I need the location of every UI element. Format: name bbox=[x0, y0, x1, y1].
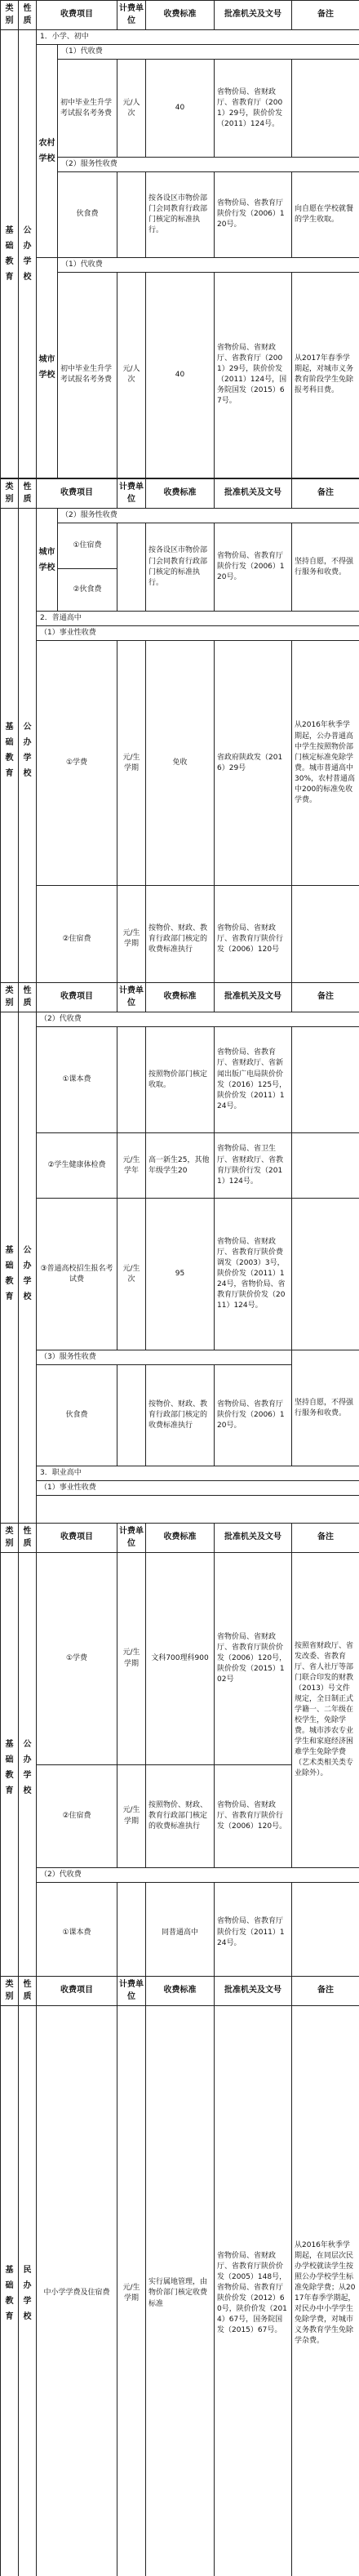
category-cell: 基础教育 bbox=[1, 30, 19, 478]
subsection-heading: （1）代收费 bbox=[58, 257, 359, 272]
fee-approval: 省物价局、省卫生厅、省财政厅、省教育厅陕价行发（2011）124号。 bbox=[215, 1133, 292, 1199]
fee-approval: 省物价局、省教育厅陕价行发（2011）124号。 bbox=[215, 1883, 292, 1976]
subsection-heading: （1）事业性收费 bbox=[37, 626, 359, 641]
fee-item: 初中毕业生升学考试报名考务费 bbox=[58, 60, 117, 158]
school-type-cell: 城市学校 bbox=[37, 257, 58, 478]
section-heading: 2．普通高中 bbox=[37, 612, 359, 626]
fee-approval: 省物价局、省财政厅、省教育厅陕价行发（2006）120号。 bbox=[215, 1765, 292, 1868]
fee-approval: 省物价局、省教育厅陕价行发（2006）120号。 bbox=[215, 1365, 292, 1466]
subsection-heading: （1）代收费 bbox=[58, 45, 359, 60]
header-unit: 计费单位 bbox=[117, 479, 146, 509]
fee-unit bbox=[117, 1027, 146, 1133]
header-standard: 收费标准 bbox=[146, 479, 215, 509]
fee-item: ③普通高校招生报名考试费 bbox=[37, 1199, 117, 1350]
fee-item: 初中毕业生升学考试报名考务费 bbox=[58, 272, 117, 478]
fee-unit: 元/人次 bbox=[117, 272, 146, 478]
header-standard: 收费标准 bbox=[146, 1524, 215, 1553]
fee-remark bbox=[292, 60, 359, 158]
header-category: 类别 bbox=[1, 983, 19, 1012]
fee-unit: 元/人次 bbox=[117, 60, 146, 158]
fee-item: 中小学学费及住宿费 bbox=[37, 2006, 117, 2576]
header-remarks: 备注 bbox=[292, 983, 359, 1012]
fee-remark bbox=[292, 886, 359, 982]
fee-approval: 省物价局、省财政厅、省教育厅陕价价发（2005）148号，省物价局、省教育厅陕价价发（2012）60号，陕价价发（2014）67号，国务院国发（2015）67号。 bbox=[215, 2006, 292, 2576]
header-unit: 计费单位 bbox=[117, 1977, 146, 2006]
fee-standard: 实行属地管理，由物价部门核定收费标准 bbox=[146, 2006, 215, 2576]
header-item: 收费项目 bbox=[37, 1977, 117, 2006]
header-approval: 批准机关及文号 bbox=[215, 1977, 292, 2006]
fee-approval: 省物价局、省财政厅、省教育厅（2001）29号，陕价价发（2011）124号，国务院国发（2015）67号。 bbox=[215, 272, 292, 478]
header-item: 收费项目 bbox=[37, 1524, 117, 1553]
header-standard: 收费标准 bbox=[146, 1977, 215, 2006]
fee-standard: 按照物价部门核定收取。 bbox=[146, 1027, 215, 1133]
fee-standard: 同普通高中 bbox=[146, 1883, 215, 1976]
fee-item: 伙食费 bbox=[58, 172, 117, 257]
table-page-2 bbox=[0, 478, 359, 982]
header-standard: 收费标准 bbox=[146, 1, 215, 30]
fee-unit bbox=[117, 172, 146, 257]
subsection-heading: （2）代收费 bbox=[37, 1868, 359, 1883]
fee-unit bbox=[117, 523, 146, 612]
fee-remark: 按照省财政厅、省发改委、省教育厅、省人社厅等部门联合印发的财教（2013）号文件规定，全日制正式学籍一、二年级在校学生，免除学费。城市涉农专业学生和家庭经济困难学生免除学费（艺术类相关类专业除外）。 bbox=[292, 1553, 359, 1868]
header-category: 类别 bbox=[1, 1524, 19, 1553]
fee-remark: 从2016年秋季学期起，在同层次民办学校就读学生按照公办学校学生标准免除学费；从2017年春季学期起，对民办中小学学生免除学费，对城市义务教育学生免除学杂费。 bbox=[292, 2006, 359, 2576]
fee-remark bbox=[292, 1027, 359, 1133]
fee-unit: 元/生学期 bbox=[117, 886, 146, 982]
header-nature: 性质 bbox=[19, 1524, 37, 1553]
fee-remark bbox=[292, 1883, 359, 1976]
table-page-1 bbox=[0, 0, 359, 478]
fee-unit: 元/生学期 bbox=[117, 2006, 146, 2576]
fee-approval: 省物价局、省教育厅、省财政厅、省新闻出版广电局陕价价发（2016）125号，陕价价发（2011）124号。 bbox=[215, 1027, 292, 1133]
subsection-heading: （2）服务性收费 bbox=[58, 158, 359, 172]
fee-approval: 省物价局、省教育厅陕价行发（2006）120号。 bbox=[215, 523, 292, 612]
fee-item: ①课本费 bbox=[37, 1027, 117, 1133]
nature-cell: 公办学校 bbox=[19, 1553, 37, 1977]
fee-standard: 40 bbox=[146, 272, 215, 478]
category-cell: 基础教育 bbox=[1, 1012, 19, 1524]
fee-standard: 按物价、财政、教育行政部门核定的收费标准执行 bbox=[146, 1365, 215, 1466]
header-nature: 性质 bbox=[19, 983, 37, 1012]
header-item: 收费项目 bbox=[37, 983, 117, 1012]
header-nature: 性质 bbox=[19, 1, 37, 30]
category-cell: 基础教育 bbox=[1, 1553, 19, 1977]
fee-unit bbox=[117, 1365, 146, 1466]
fee-standard: 按照物价、财政、教育行政部门核定的收费标准执行 bbox=[146, 1765, 215, 1868]
blank-row bbox=[37, 1496, 359, 1523]
header-nature: 性质 bbox=[19, 479, 37, 509]
fee-unit bbox=[117, 1883, 146, 1976]
fee-table-4 bbox=[0, 1523, 359, 1976]
fee-remark bbox=[292, 1133, 359, 1199]
fee-standard: 文科700理科900 bbox=[146, 1553, 215, 1765]
nature-cell: 公办学校 bbox=[19, 1012, 37, 1524]
subsection-heading: （2）代收费 bbox=[37, 1012, 359, 1027]
fee-item: ①住宿费 bbox=[58, 523, 117, 569]
fee-item: ②伙食费 bbox=[58, 569, 117, 612]
fee-remark: 向自愿在学校就餐的学生收取。 bbox=[292, 172, 359, 257]
nature-cell: 民办学校 bbox=[19, 2006, 37, 2576]
section-heading: 3．职业高中 bbox=[37, 1466, 359, 1481]
header-item: 收费项目 bbox=[37, 479, 117, 509]
fee-item: ②住宿费 bbox=[37, 886, 117, 982]
fee-standard: 按各设区市物价部门会同教育行政部门核定的标准执行。 bbox=[146, 172, 215, 257]
subsection-heading: （1）事业性收费 bbox=[37, 1481, 359, 1496]
fee-approval: 省物价局、省财政厅、省教育厅（2001）29号，陕价价发（2011）124号。 bbox=[215, 60, 292, 158]
header-approval: 批准机关及文号 bbox=[215, 983, 292, 1012]
fee-item: ①学费 bbox=[37, 1553, 117, 1765]
fee-standard: 按物价、财政、教育行政部门核定的收费标准执行 bbox=[146, 886, 215, 982]
fee-unit: 元/生学期 bbox=[117, 641, 146, 886]
section-heading: 1．小学、初中 bbox=[37, 30, 359, 45]
fee-unit: 元/生次 bbox=[117, 1199, 146, 1350]
fee-standard: 95 bbox=[146, 1199, 215, 1350]
header-approval: 批准机关及文号 bbox=[215, 1, 292, 30]
header-category: 类别 bbox=[1, 479, 19, 509]
fee-approval: 省政府陕政发（2016）29号 bbox=[215, 641, 292, 886]
category-cell: 基础教育 bbox=[1, 509, 19, 983]
fee-remark: 坚持自愿，不得强行服务和收费。 bbox=[292, 1350, 359, 1466]
fee-table-3 bbox=[0, 982, 359, 1523]
header-category: 类别 bbox=[1, 1977, 19, 2006]
school-type-cell: 农村学校 bbox=[37, 45, 58, 257]
fee-approval: 省物价局、省财政厅、省教育厅陕价价发（2006）120号，陕价价发（2015）102号 bbox=[215, 1553, 292, 1765]
header-remarks: 备注 bbox=[292, 1524, 359, 1553]
fee-item: ①课本费 bbox=[37, 1883, 117, 1976]
fee-item: 伙食费 bbox=[37, 1365, 117, 1466]
fee-item: ②学生健康体检费 bbox=[37, 1133, 117, 1199]
fee-standard: 按各设区市物价部门会同教育行政部门核定的标准执行。 bbox=[146, 523, 215, 612]
header-unit: 计费单位 bbox=[117, 1524, 146, 1553]
fee-standard: 40 bbox=[146, 60, 215, 158]
header-standard: 收费标准 bbox=[146, 983, 215, 1012]
header-item: 收费项目 bbox=[37, 1, 117, 30]
fee-standard: 高一新生25，其他年级学生20 bbox=[146, 1133, 215, 1199]
header-unit: 计费单位 bbox=[117, 1, 146, 30]
fee-remark: 从2017年春季学期起，对城市义务教育阶段学生免除报考科目费。 bbox=[292, 272, 359, 478]
subsection-heading: （3）服务性收费 bbox=[37, 1350, 292, 1365]
fee-unit: 元/生学年 bbox=[117, 1133, 146, 1199]
fee-remark: 从2016年秋季学期起，公办普通高中学生按照物价部门核定标准免除学费。城市普通高中30%，农村普通高中200的标准免收学费。 bbox=[292, 641, 359, 886]
header-remarks: 备注 bbox=[292, 1977, 359, 2006]
fee-approval: 省物价局、省教育厅陕价行发（2006）120号。 bbox=[215, 172, 292, 257]
fee-table-2 bbox=[0, 478, 359, 982]
fee-standard: 免收 bbox=[146, 641, 215, 886]
fee-table-1 bbox=[0, 0, 359, 478]
subsection-heading: （2）服务性收费 bbox=[58, 509, 359, 523]
fee-approval: 省物价局、省财政厅、省教育厅陕价行发（2006）120号 bbox=[215, 886, 292, 982]
header-approval: 批准机关及文号 bbox=[215, 479, 292, 509]
header-unit: 计费单位 bbox=[117, 983, 146, 1012]
table-page-3 bbox=[0, 982, 359, 1523]
fee-remark bbox=[292, 1199, 359, 1350]
fee-remark: 坚持自愿，不得强行服务和收费。 bbox=[292, 523, 359, 612]
table-page-5 bbox=[0, 1976, 359, 2576]
table-page-4 bbox=[0, 1523, 359, 1976]
header-category: 类别 bbox=[1, 1, 19, 30]
header-approval: 批准机关及文号 bbox=[215, 1524, 292, 1553]
nature-cell: 公办学校 bbox=[19, 30, 37, 478]
fee-table-5 bbox=[0, 1976, 359, 2576]
category-cell: 基础教育 bbox=[1, 2006, 19, 2576]
nature-cell: 公办学校 bbox=[19, 509, 37, 983]
header-remarks: 备注 bbox=[292, 479, 359, 509]
fee-approval: 省物价局、省财政厅、省教育厅陕价费调发（2003）3号，陕价价发（2011）124号，省物价局、省教育厅陕价价发（2011）124号。 bbox=[215, 1199, 292, 1350]
header-remarks: 备注 bbox=[292, 1, 359, 30]
header-nature: 性质 bbox=[19, 1977, 37, 2006]
fee-item: ②住宿费 bbox=[37, 1765, 117, 1868]
fee-unit: 元/生学期 bbox=[117, 1553, 146, 1765]
fee-item: ①学费 bbox=[37, 641, 117, 886]
school-type-cell: 城市学校 bbox=[37, 509, 58, 612]
fee-unit: 元/生学期 bbox=[117, 1765, 146, 1868]
